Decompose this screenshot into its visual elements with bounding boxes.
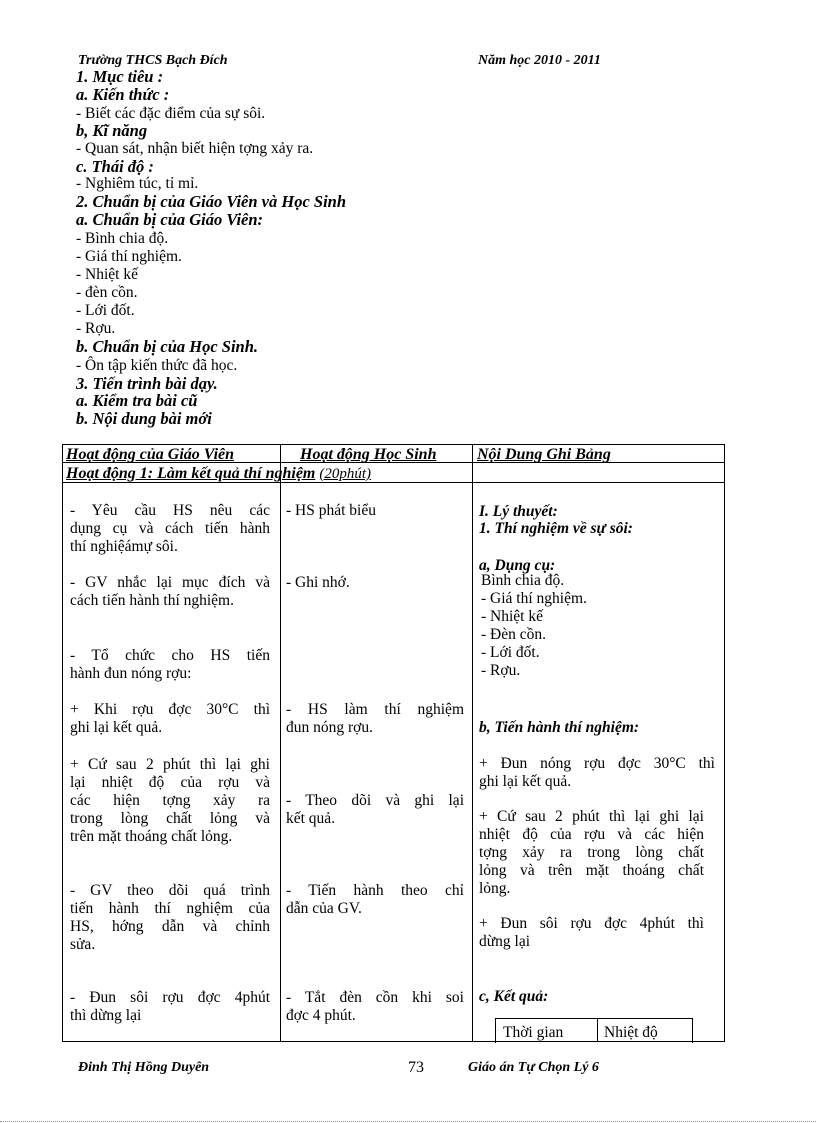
section-heading: a. Chuẩn bị của Giáo Viên: — [76, 210, 264, 229]
section-heading: 3. Tiến trình bài dạy. — [76, 374, 218, 393]
cell-line: - Nhiệt kế — [481, 608, 543, 625]
cell-line: - Tắt đèn cồn khi soi — [286, 989, 464, 1006]
procedure-title: b, Tiến hành thí nghiệm: — [479, 719, 640, 736]
teacher-activity-item — [70, 882, 270, 954]
intro-line: - Lới đốt. — [76, 302, 135, 319]
cell-line: HS, hớng dẫn và chỉnh — [70, 918, 270, 935]
cell-line: + Cứ sau 2 phút thì lại ghi lại — [479, 808, 704, 825]
cell-line: - Tiến hành theo chỉ — [286, 882, 464, 899]
cell-line: + Đun sôi rợu đợc 4phút thì — [479, 915, 704, 932]
cell-line: - Lới đốt. — [481, 644, 540, 661]
table-col-divider-1 — [280, 444, 281, 1042]
section-heading: b. Nội dung bài mới — [76, 409, 212, 428]
equipment-title: a, Dụng cụ: — [479, 557, 556, 574]
cell-line: - Tổ chức cho HS tiến — [70, 647, 270, 664]
header-student-activity: Hoạt động Học Sinh — [300, 446, 437, 463]
cell-line: lỏng. — [479, 880, 511, 897]
intro-line: - Quan sát, nhận biết hiện tợng xảy ra. — [76, 140, 314, 157]
cell-line: đun nóng rợu. — [286, 719, 373, 736]
cell-line: + Khi rợu đợc 30°C thì — [70, 701, 270, 718]
equipment-items — [481, 572, 681, 680]
cell-line: thì dừng lại — [70, 1007, 142, 1024]
section-heading: b, Kĩ năng — [76, 121, 148, 140]
header-board-content: Nội Dung Ghi Bảng — [477, 446, 611, 463]
teacher-activity-item — [70, 756, 270, 846]
header-year: Năm học 2010 - 2011 — [478, 53, 601, 68]
theory-title: I. Lý thuyết: — [479, 503, 558, 520]
teacher-activity-item — [70, 502, 270, 556]
section-heading: b. Chuẩn bị của Học Sinh. — [76, 337, 259, 356]
result-table-divider — [597, 1018, 598, 1042]
cell-line: - HS làm thí nghiệm — [286, 701, 464, 718]
teacher-activity-item — [70, 701, 270, 737]
cell-line: dừng lại — [479, 933, 531, 950]
cell-line: ghi lại kết quả. — [70, 719, 163, 736]
header-teacher-activity: Hoạt động của Giáo Viên — [66, 446, 235, 463]
table-col-divider-2 — [472, 444, 473, 1042]
student-activity-item — [286, 989, 464, 1025]
cell-line: - GV theo dõi quá trình — [70, 882, 270, 899]
intro-line: - Bình chia độ. — [76, 230, 169, 247]
header-school: Trường THCS Bạch Đích — [78, 53, 228, 68]
section-heading: a. Kiến thức : — [76, 85, 170, 104]
intro-line: - Nghiêm túc, tỉ mỉ. — [76, 175, 199, 192]
cell-line: ghi lại kết quả. — [479, 773, 572, 790]
cell-line: Bình chia độ. — [481, 572, 565, 589]
student-activity-item — [286, 502, 464, 520]
result-title: c, Kết quả: — [479, 988, 549, 1005]
result-header-time: Thời gian — [503, 1024, 564, 1041]
cell-line: tiến hành thí nghiệm của — [70, 900, 270, 917]
student-activity-item — [286, 792, 464, 828]
cell-line: lỏng và trên mặt thoáng chất — [479, 862, 704, 879]
cell-line: các hiện tợng xảy ra — [70, 792, 270, 809]
cell-line: - Yêu cầu HS nêu các — [70, 502, 270, 519]
activity-title-row — [66, 465, 371, 483]
cell-line: tợng xảy ra trong lòng chất — [479, 844, 704, 861]
cell-line: cách tiến hành thí nghiệm. — [70, 592, 234, 609]
intro-line: - đèn cồn. — [76, 284, 138, 301]
cell-line: - HS phát biểu — [286, 502, 376, 519]
cell-line: sửa. — [70, 936, 96, 953]
section-heading: a. Kiểm tra bài cũ — [76, 391, 198, 410]
cell-line: đợc 4 phút. — [286, 1007, 356, 1024]
footer-author: Đinh Thị Hồng Duyên — [78, 1060, 210, 1075]
cell-line: lại nhiệt độ của rợu và — [70, 774, 270, 791]
cell-line: + Đun nóng rợu đợc 30°C thì — [479, 755, 715, 772]
cell-line: - Ghi nhớ. — [286, 574, 350, 591]
intro-line: - Ôn tập kiến thức đã học. — [76, 357, 238, 374]
cell-line: - Đèn cồn. — [481, 626, 546, 643]
cell-line: hành đun nóng rợu: — [70, 665, 192, 682]
section-heading: 2. Chuẩn bị của Giáo Viên và Học Sinh — [76, 192, 347, 211]
student-activity-item — [286, 882, 464, 918]
page-bottom-rule — [0, 1121, 816, 1122]
cell-line: nhiệt độ của rợu và các hiện — [479, 826, 704, 843]
cell-line: dẫn của GV. — [286, 900, 362, 917]
section-heading: 1. Mục tiêu : — [76, 67, 164, 86]
activity-time: (20phút) — [319, 466, 372, 482]
experiment-title: 1. Thí nghiệm về sự sôi: — [479, 520, 633, 537]
procedure-step-text — [479, 808, 704, 898]
student-activity-item — [286, 701, 464, 737]
intro-line: - Giá thí nghiệm. — [76, 248, 182, 265]
cell-line: - GV nhắc lại mục đích và — [70, 574, 270, 591]
cell-line: - Đun sôi rợu đợc 4phút — [70, 989, 270, 1006]
footer-title: Giáo án Tự Chọn Lý 6 — [468, 1060, 599, 1075]
teacher-activity-item — [70, 574, 270, 610]
teacher-activity-item — [70, 989, 270, 1025]
cell-line: trong lòng chất lỏng và — [70, 810, 270, 827]
teacher-activity-item — [70, 647, 270, 683]
student-activity-item — [286, 574, 464, 592]
section-heading: c. Thái độ : — [76, 157, 154, 176]
cell-line: thí nghiệámự sôi. — [70, 538, 178, 555]
procedure-step-text — [479, 915, 704, 951]
cell-line: - Theo dõi và ghi lại — [286, 792, 464, 809]
intro-line: - Nhiệt kế — [76, 266, 138, 283]
cell-line: - Giá thí nghiệm. — [481, 590, 587, 607]
procedure-step-text — [479, 755, 715, 791]
cell-line: - Rợu. — [481, 662, 521, 679]
cell-line: + Cứ sau 2 phút thì lại ghi — [70, 756, 270, 773]
footer-page-number: 73 — [408, 1059, 424, 1076]
cell-line: trên mặt thoáng chất lỏng. — [70, 828, 233, 845]
intro-line: - Biết các đặc điểm của sự sôi. — [76, 105, 266, 122]
activity-title: Hoạt động 1: Làm kết quả thí nghiệm — [66, 465, 316, 482]
result-header-temp: Nhiệt độ — [604, 1024, 658, 1041]
cell-line: kết quả. — [286, 810, 336, 827]
intro-line: - Rợu. — [76, 320, 116, 337]
cell-line: dụng cụ và cách tiến hành — [70, 520, 270, 537]
